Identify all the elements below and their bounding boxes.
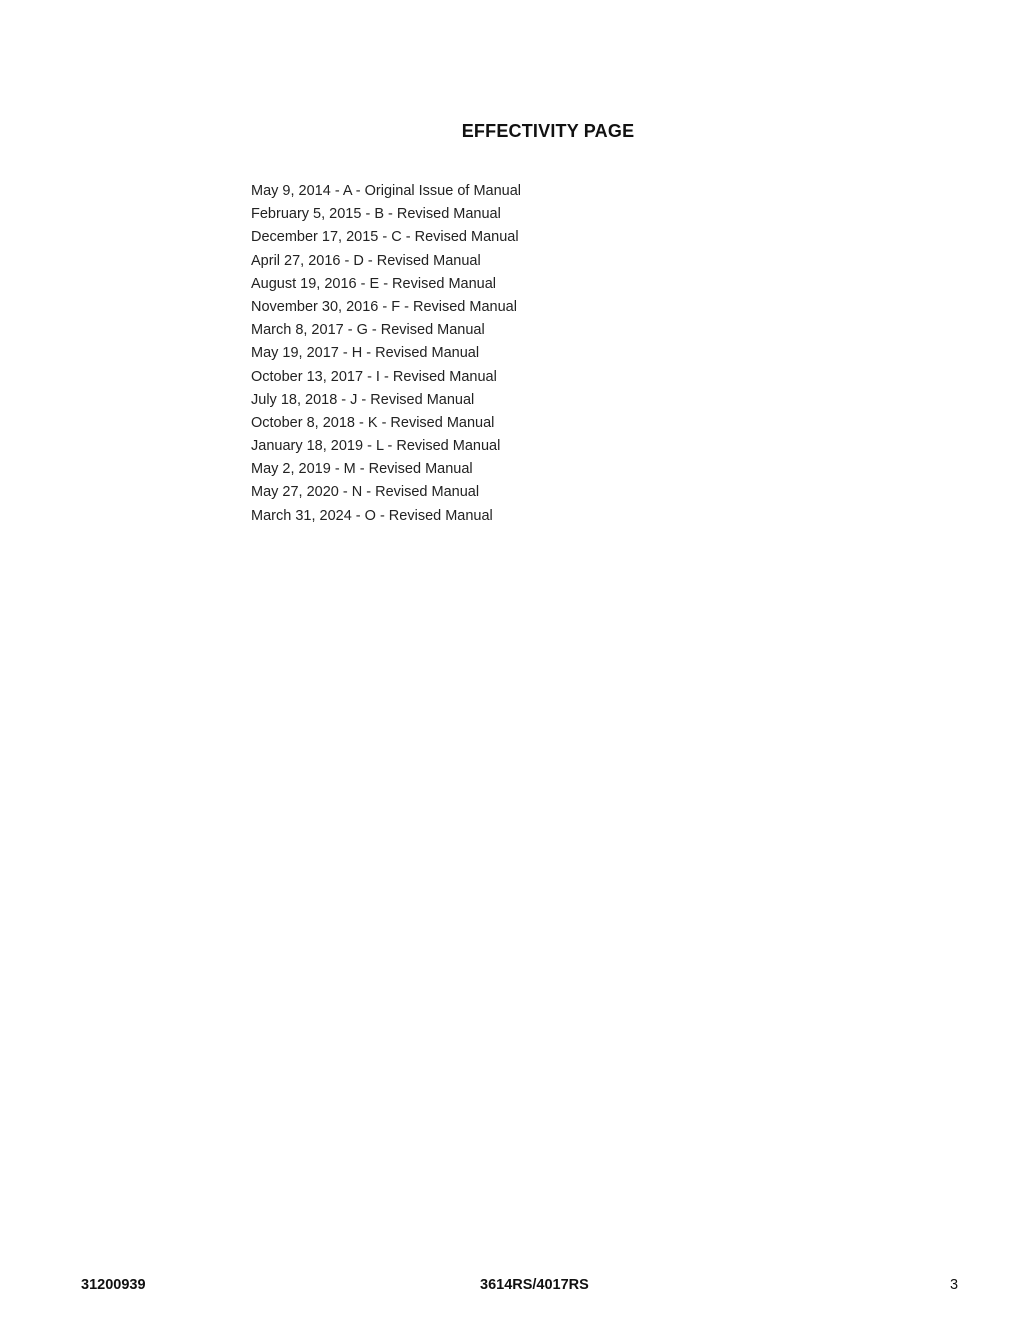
footer-model: 3614RS/4017RS xyxy=(480,1277,589,1293)
revision-entry: March 31, 2024 - O - Revised Manual xyxy=(251,507,493,524)
revision-entry: May 19, 2017 - H - Revised Manual xyxy=(251,345,480,362)
revision-entry: October 8, 2018 - K - Revised Manual xyxy=(251,414,495,431)
revision-entry: July 18, 2018 - J - Revised Manual xyxy=(251,391,475,408)
revision-entry: December 17, 2015 - C - Revised Manual xyxy=(251,229,519,246)
page-title: EFFECTIVITY PAGE xyxy=(461,121,635,141)
revision-entry: February 5, 2015 - B - Revised Manual xyxy=(251,206,501,223)
revision-entry: January 18, 2019 - L - Revised Manual xyxy=(251,438,501,455)
revision-entry: May 9, 2014 - A - Original Issue of Manual xyxy=(251,183,521,199)
footer-page-number: 3 xyxy=(950,1277,959,1293)
revision-list xyxy=(251,180,521,528)
revision-entry: May 2, 2019 - M - Revised Manual xyxy=(251,461,473,478)
revision-entry: November 30, 2016 - F - Revised Manual xyxy=(251,298,517,315)
revision-entry: August 19, 2016 - E - Revised Manual xyxy=(251,275,497,292)
revision-entry: October 13, 2017 - I - Revised Manual xyxy=(251,368,497,385)
revision-entry: May 27, 2020 - N - Revised Manual xyxy=(251,484,480,501)
revision-entry: April 27, 2016 - D - Revised Manual xyxy=(251,252,481,269)
footer-document-number: 31200939 xyxy=(81,1277,146,1293)
revision-entry: March 8, 2017 - G - Revised Manual xyxy=(251,322,485,339)
